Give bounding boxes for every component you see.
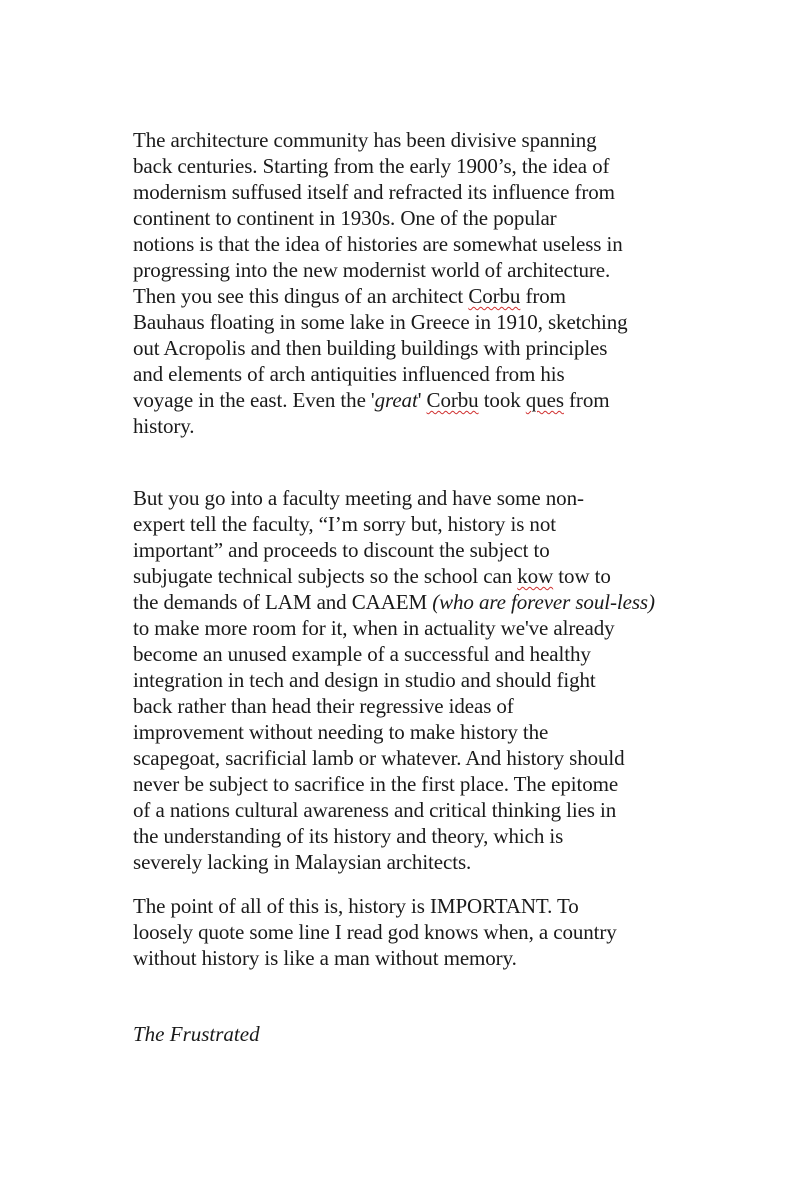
text-line: out Acropolis and then building buildings with principles: [133, 336, 608, 360]
text-line: Then you see this dingus of an architect Corbu from: [133, 284, 566, 308]
text-line: progressing into the new modernist world of architecture.: [133, 258, 611, 282]
text-line: loosely quote some line I read god knows when, a country: [133, 920, 617, 944]
text-line: back rather than head their regressive ideas of: [133, 694, 514, 718]
spellcheck-flagged-word: kow: [517, 564, 554, 588]
text-line: notions is that the idea of histories are somewhat useless in: [133, 232, 623, 256]
text-line: scapegoat, sacrificial lamb or whatever. And history should: [133, 746, 625, 770]
text-line: history.: [133, 414, 195, 438]
text-line: The point of all of this is, history is IMPORTANT. To: [133, 894, 579, 918]
signature: The Frustrated: [133, 1022, 260, 1046]
text-line: improvement without needing to make history the: [133, 720, 549, 744]
text-line: integration in tech and design in studio and should fight: [133, 668, 596, 692]
paragraph-3: [133, 893, 693, 971]
text-line: of a nations cultural awareness and critical thinking lies in: [133, 798, 617, 822]
text-line: the understanding of its history and theory, which is: [133, 824, 564, 848]
text-line: The architecture community has been divisive spanning: [133, 128, 597, 152]
text-line: without history is like a man without memory.: [133, 946, 517, 970]
text-line: important” and proceeds to discount the subject to: [133, 538, 550, 562]
text-line: expert tell the faculty, “I’m sorry but, history is not: [133, 512, 556, 536]
spellcheck-flagged-word: Corbu: [426, 388, 479, 412]
text-line: to make more room for it, when in actuality we've already: [133, 616, 615, 640]
text-line: back centuries. Starting from the early 1900’s, the idea of: [133, 154, 610, 178]
italic-text: great: [374, 388, 418, 412]
text-line: never be subject to sacrifice in the first place. The epitome: [133, 772, 619, 796]
text-line: But you go into a faculty meeting and have some non-: [133, 486, 584, 510]
text-line: severely lacking in Malaysian architects.: [133, 850, 472, 874]
text-line: become an unused example of a successful and healthy: [133, 642, 591, 666]
text-line: modernism suffused itself and refracted its influence from: [133, 180, 615, 204]
italic-text: (who are forever soul-less): [432, 590, 655, 614]
spellcheck-flagged-word: Corbu: [468, 284, 521, 308]
spellcheck-flagged-word: ques: [525, 388, 564, 412]
text-line: the demands of LAM and CAAEM (who are forever soul-less): [133, 590, 655, 614]
paragraph-2: [133, 485, 693, 875]
text-line: voyage in the east. Even the 'great' Corbu took ques from: [133, 388, 610, 412]
paragraph-1: [133, 127, 693, 439]
text-line: and elements of arch antiquities influenced from his: [133, 362, 565, 386]
text-line: continent to continent in 1930s. One of the popular: [133, 206, 557, 230]
text-line: subjugate technical subjects so the school can kow tow to: [133, 564, 611, 588]
text-line: Bauhaus floating in some lake in Greece in 1910, sketching: [133, 310, 628, 334]
